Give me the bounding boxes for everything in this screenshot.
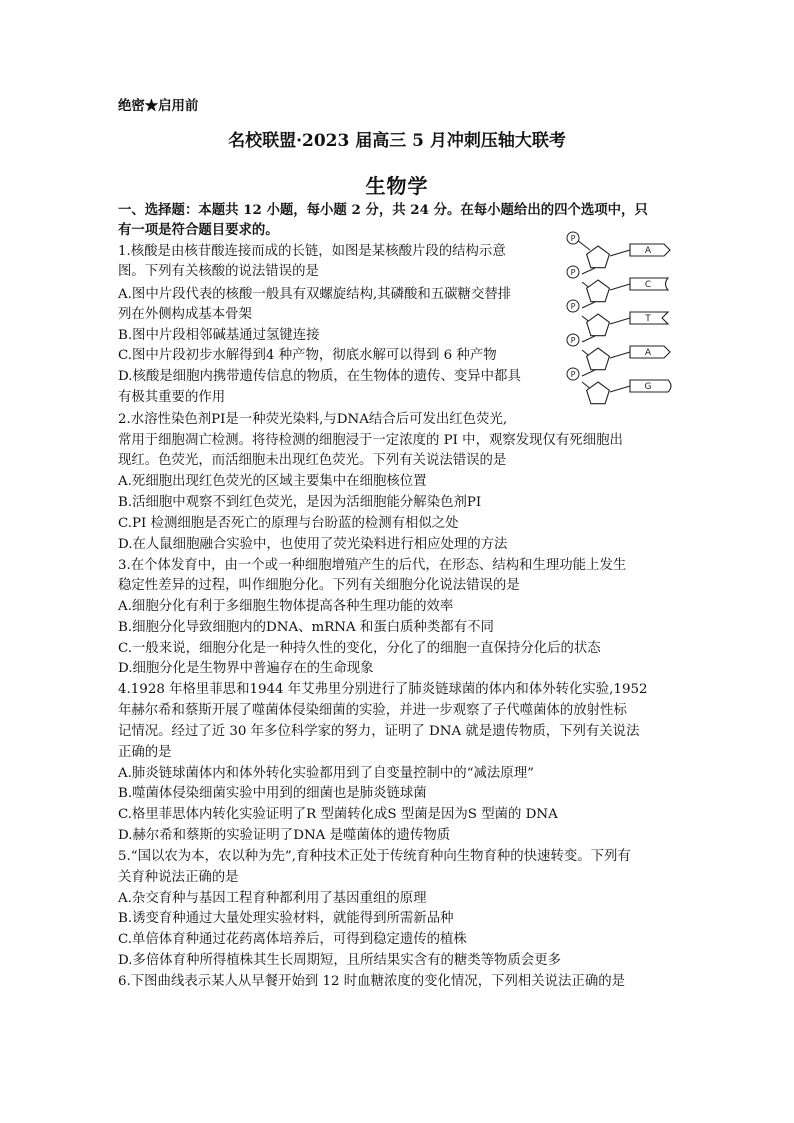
q4-stem-line-1: 4.1928 年格里菲思和1944 年艾弗里分别进行了肺炎链球菌的体内和体外转化实验,1952	[118, 682, 648, 697]
nucleotide-units	[562, 230, 692, 410]
glycosidic-bond	[610, 250, 630, 256]
confidential-label: 绝密★启用前	[118, 98, 199, 114]
q1-option-b: B.图中片段相邻碱基通过氢键连接	[118, 328, 320, 343]
glycosidic-bond	[610, 352, 630, 358]
q4-option-d: D.赫尔希和蔡斯的实验证明了DNA 是噬菌体的遗传物质	[118, 828, 451, 843]
q2-stem-line-1: 2.水溶性染色剂PI是一种荧光染料,与DNA结合后可发出红色荧光,	[118, 412, 508, 427]
base-label: T	[645, 314, 651, 324]
q5-option-a: A.杂交育种与基因工程育种都利用了基因重组的原理	[118, 891, 427, 906]
q3-stem-line-1: 3.在个体发育中，由一个或一种细胞增殖产生的后代，在形态、结构和生理功能上发生	[118, 558, 627, 573]
pentose-sugar	[587, 348, 610, 370]
glycosidic-bond	[610, 386, 630, 392]
phosphate-label: P	[570, 336, 576, 345]
q1-option-d-line-1: D.核酸是细胞内携带遗传信息的物质，在生物体的遗传、变异中都具	[118, 369, 521, 384]
q4-stem-line-4: 正确的是	[118, 745, 172, 760]
section-instruction-line-2: 有一项是符合题目要求的。	[118, 222, 279, 238]
q4-option-a: A.肺炎链球菌体内和体外转化实验都用到了自变量控制中的“减法原理”	[118, 766, 534, 781]
q4-stem-line-3: 记情况。经过了近 30 年多位科学家的努力，证明了 DNA 就是遗传物质，下列有关说法	[118, 724, 640, 739]
q5-option-b: B.诱变育种通过大量处理实验材料，就能得到所需新品种	[118, 911, 454, 926]
section-instruction-line-1: 一、选择题：本题共 12 小题，每小题 2 分，共 24 分。在每小题给出的四个选项中，只	[118, 202, 648, 218]
q1-option-a-line-1: A.图中片段代表的核酸一般具有双螺旋结构,其磷酸和五碳糖交替排	[118, 287, 512, 302]
base-label: C	[644, 280, 652, 290]
q5-stem-line-2: 关育种说法正确的是	[118, 870, 239, 885]
q4-stem-line-2: 年赫尔希和蔡斯开展了噬菌体侵染细菌的实验，并进一步观察了子代噬菌体的放射性标	[118, 703, 627, 718]
q1-option-a-line-2: 列在外侧构成基本骨架	[118, 307, 252, 322]
q5-stem-line-1: 5.“国以农为本，农以种为先”,育种技术正处于传统育种向生物育种的快速转变。下列有	[118, 849, 631, 864]
q5-option-d: D.多倍体育种所得植株其生长周期短，且所结果实含有的糖类等物质会更多	[118, 953, 562, 968]
subject-title: 生物学	[365, 174, 429, 198]
nucleic-acid-diagram	[562, 230, 692, 410]
base-label: G	[644, 382, 652, 392]
q4-option-c: C.格里菲思体内转化实验证明了R 型菌转化成S 型菌是因为S 型菌的 DNA	[118, 807, 558, 822]
q3-option-a: A.细胞分化有利于多细胞生物体提高各种生理功能的效率	[118, 599, 454, 614]
q3-option-d: D.细胞分化是生物界中普遍存在的生命现象	[118, 661, 374, 676]
q1-stem-line-2: 图。下列有关核酸的说法错误的是	[118, 264, 319, 279]
pentose-sugar	[587, 280, 610, 302]
glycosidic-bond	[610, 284, 630, 290]
phosphate-label: P	[570, 234, 576, 243]
q1-option-d-line-2: 有极其重要的作用	[118, 390, 226, 405]
exam-title: 名校联盟·2023 届高三 5 月冲刺压轴大联考	[228, 131, 566, 151]
q2-option-d: D.在人鼠细胞融合实验中，也使用了荧光染料进行相应处理的方法	[118, 537, 508, 552]
q2-option-a: A.死细胞出现红色荧光的区域主要集中在细胞核位置	[118, 474, 427, 489]
q5-option-c: C.单倍体育种通过花药离体培养后，可得到稳定遗传的植株	[118, 932, 467, 947]
base-label: A	[644, 246, 652, 256]
q2-stem-line-3: 现红。色荧光，而活细胞未出现红色荧光。下列有关说法错误的是	[118, 453, 507, 468]
base-label: A	[644, 348, 652, 358]
q3-option-c: C.一般来说，细胞分化是一种持久性的变化，分化了的细胞一直保持分化后的状态	[118, 641, 601, 656]
phosphate-label: P	[570, 268, 576, 277]
q2-option-b: B.活细胞中观察不到红色荧光，是因为活细胞能分解染色剂PI	[118, 495, 482, 510]
pentose-sugar	[587, 382, 610, 404]
q1-stem-line-1: 1.核酸是由核苷酸连接而成的长链，如图是某核酸片段的结构示意	[118, 244, 506, 259]
q2-option-c: C.PI 检测细胞是否死亡的原理与台盼蓝的检测有相似之处	[118, 516, 459, 531]
phosphate-label: P	[570, 302, 576, 311]
q4-option-b: B.噬菌体侵染细菌实验中用到的细菌也是肺炎链球菌	[118, 786, 427, 801]
q2-stem-line-2: 常用于细胞凋亡检测。将待检测的细胞浸于一定浓度的 PI 中，观察发现仅有死细胞出	[118, 433, 623, 448]
pentose-sugar	[587, 314, 610, 336]
q3-option-b: B.细胞分化导致细胞内的DNA、mRNA 和蛋白质种类都有不同	[118, 620, 494, 635]
glycosidic-bond	[610, 318, 630, 324]
q1-option-c: C.图中片段初步水解得到4 种产物，彻底水解可以得到 6 种产物	[118, 348, 497, 363]
pentose-sugar	[587, 246, 610, 268]
q6-stem-line-1: 6.下图曲线表示某人从早餐开始到 12 时血糖浓度的变化情况，下列相关说法正确的是	[118, 974, 625, 989]
phosphate-label: P	[570, 370, 576, 379]
q3-stem-line-2: 稳定性差异的过程，叫作细胞分化。下列有关细胞分化说法错误的是	[118, 578, 520, 593]
